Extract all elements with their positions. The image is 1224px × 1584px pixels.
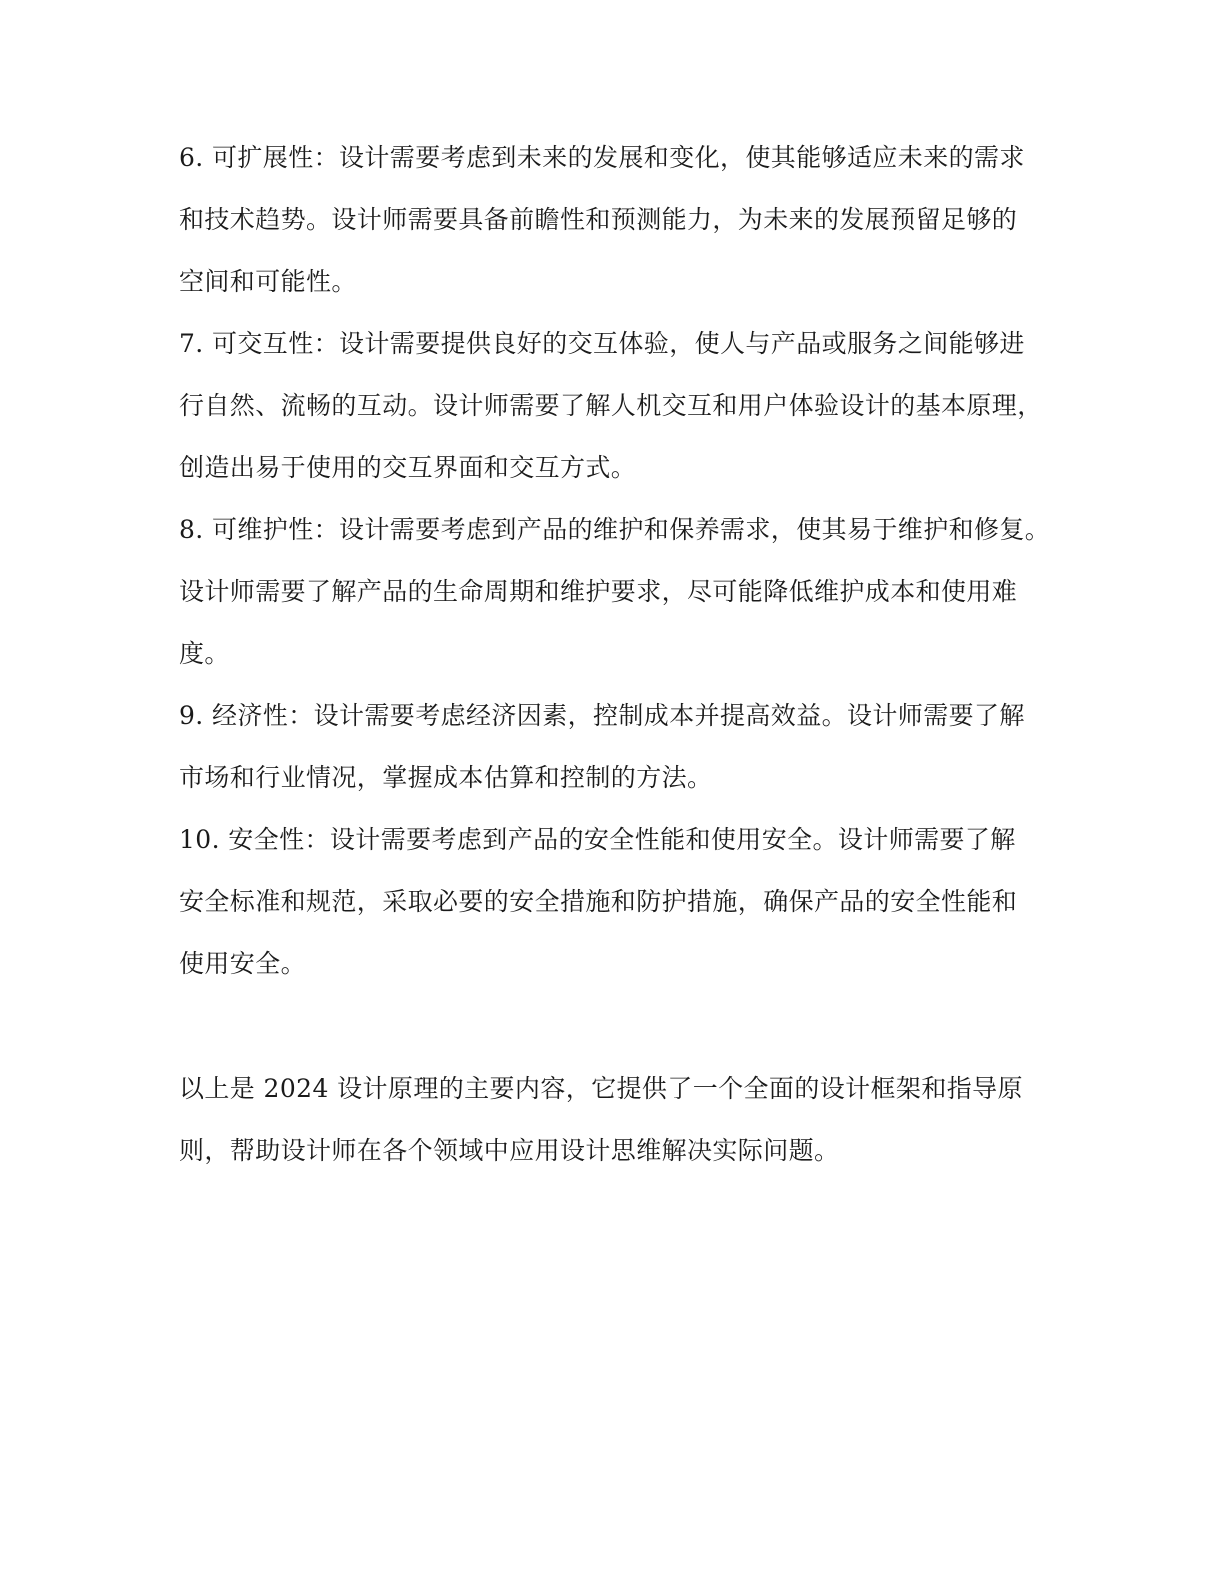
text-line: 以上是 2024 设计原理的主要内容，它提供了一个全面的设计框架和指导原 (179, 1074, 1023, 1103)
text-line: 和技术趋势。设计师需要具备前瞻性和预测能力，为未来的发展预留足够的 (179, 205, 1018, 234)
text-line: 7. 可交互性：设计需要提供良好的交互体验，使人与产品或服务之间能够进 (179, 329, 1025, 358)
text-line: 空间和可能性。 (179, 267, 357, 296)
text-line: 8. 可维护性：设计需要考虑到产品的维护和保养需求，使其易于维护和修复。 (179, 515, 1051, 544)
text-line: 使用安全。 (179, 949, 307, 978)
text-line: 创造出易于使用的交互界面和交互方式。 (179, 453, 637, 482)
text-line: 行自然、流畅的互动。设计师需要了解人机交互和用户体验设计的基本原理， (179, 391, 1043, 420)
text-line: 安全标准和规范，采取必要的安全措施和防护措施，确保产品的安全性能和 (179, 887, 1018, 916)
text-line: 9. 经济性：设计需要考虑经济因素，控制成本并提高效益。设计师需要了解 (179, 701, 1025, 730)
text-line: 6. 可扩展性：设计需要考虑到未来的发展和变化，使其能够适应未来的需求 (179, 143, 1025, 172)
text-line: 市场和行业情况，掌握成本估算和控制的方法。 (179, 763, 713, 792)
text-line: 度。 (179, 639, 230, 668)
text-line: 10. 安全性：设计需要考虑到产品的安全性能和使用安全。设计师需要了解 (179, 825, 1016, 854)
text-line: 则，帮助设计师在各个领域中应用设计思维解决实际问题。 (179, 1136, 840, 1165)
text-line: 设计师需要了解产品的生命周期和维护要求，尽可能降低维护成本和使用难 (179, 577, 1018, 606)
